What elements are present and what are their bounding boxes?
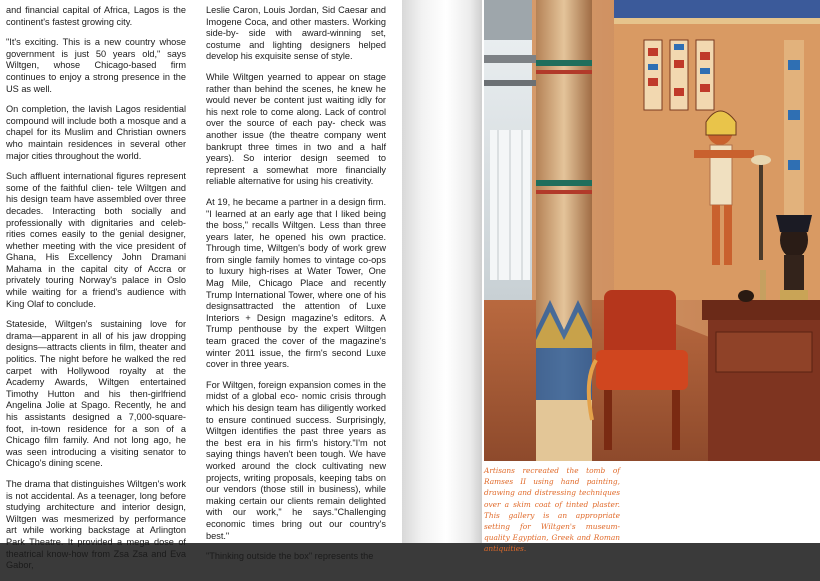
page-gutter bbox=[402, 0, 482, 543]
paragraph: At 19, he became a partner in a design firm. "I learned at an early age that I liked being the boss," recalls Wiltgen. Less than three years later, he opened his own practice. Through time, Wiltgen's body of work grew from single family homes to vintage co-ops to luxury high-rises at Water Tower, One Mag Mile, Chicago Place and recently Trump International Tower, where one of his designsattracted the attention of Luxe Interiors + Design magazine's editors. A Trump penthouse by the expert Wiltgen team graced the cover of the magazine's winter 2011 issue, the firm's second Luxe cover in three years. bbox=[206, 196, 386, 370]
paragraph: For Wiltgen, foreign expansion comes in the midst of a global eco- nomic crisis through which his design team has diligently worked to ensure continued success. Surprisingly, Wiltgen identifies the past three years as the best era in his firm's history."I'm not saying things haven't been tough. We have worked around the clock cultivating new projects, writing proposals, keeping tabs on our vendors (those still in business), while making certain our clients remain delighted with our work," he says."Challenging economic times bring out our country's best." bbox=[206, 379, 386, 541]
article-column-2 bbox=[206, 5, 386, 572]
photo-caption: Artisans recreated the tomb of Ramses II using hand painting, drawing and distressing techniques over a skim coat of tinted plaster. This gallery is an appropriate setting for Wiltgen's museum-quality Egyptian, Greek and Roman antiquities. bbox=[484, 466, 620, 554]
egyptian-gallery-photo bbox=[484, 0, 820, 461]
right-page bbox=[482, 0, 820, 554]
paragraph: On completion, the lavish Lagos residential compound will include both a mosque and a chapel for its Muslim and Christian owners who maintain residences in several other major cities throughout the world. bbox=[6, 104, 186, 161]
paragraph: "It's exciting. This is a new country whose government is just 50 years old," says Wiltgen, whose Chicago-based firm continues to enjoy a strong presence in the US as well. bbox=[6, 37, 186, 94]
paragraph: The drama that distinguishes Wiltgen's work is not accidental. As a teenager, long before studying architecture and interior design, Wiltgen was mesmerized by performance art while working backstage at Arlington Park Theatre. It provided a mega dose of theatrical know-how from Zsa Zsa and Eva Gabor, bbox=[6, 478, 186, 571]
paragraph: and financial capital of Africa, Lagos is the continent's fastest growing city. bbox=[6, 5, 186, 27]
photo-caption-area bbox=[484, 461, 820, 554]
paragraph: While Wiltgen yearned to appear on stage rather than behind the scenes, he knew he would never be content just waiting idly for his next role to come along. Lack of control over the source of each pay- check was another issue (the theatre company went bankrupt three times in two and a half years). So interior design seemed to represent a somewhat more financially reliable alternative for using his creativity. bbox=[206, 71, 386, 187]
paragraph: Leslie Caron, Louis Jordan, Sid Caesar and Imogene Coca, and other masters. Working side-by- side with award-winning set, costume and lighting designers helped develop his exquisite sense of style. bbox=[206, 5, 386, 62]
left-page bbox=[0, 0, 402, 571]
paragraph: Such affluent international figures represent some of the faithful clien- tele Wiltgen and his design team have assembled over three decades. Interacting both socially and professionally with dignitaries and celeb- rities comes easily to the genial designer, whether meeting with the vice president of Ghana, His Excellency John Dramani Mahama in the capital city of Accra or privately touring Norway's palace in Oslo while waiting for a friend's audience with King Olaf to conclude. bbox=[6, 171, 186, 309]
paragraph: Stateside, Wiltgen's sustaining love for drama—apparent in all of his jaw dropping designs—attracts clients in film, theater and politics. The night before he walked the red carpet with Hollywood royalty at the Academy Awards, Wiltgen entertained Timothy Hutton and his then-girlfriend Angelina Jolie at Spago. Recently, he and his assistants designed a 7,000-square-foot, in-town residence for a son of a Chicago film family. And not long ago, he was seen introducing a visiting senator to Chicago's dining scene. bbox=[6, 319, 186, 469]
article-column-1 bbox=[6, 5, 186, 581]
paragraph: "Thinking outside the box" represents the bbox=[206, 551, 374, 562]
